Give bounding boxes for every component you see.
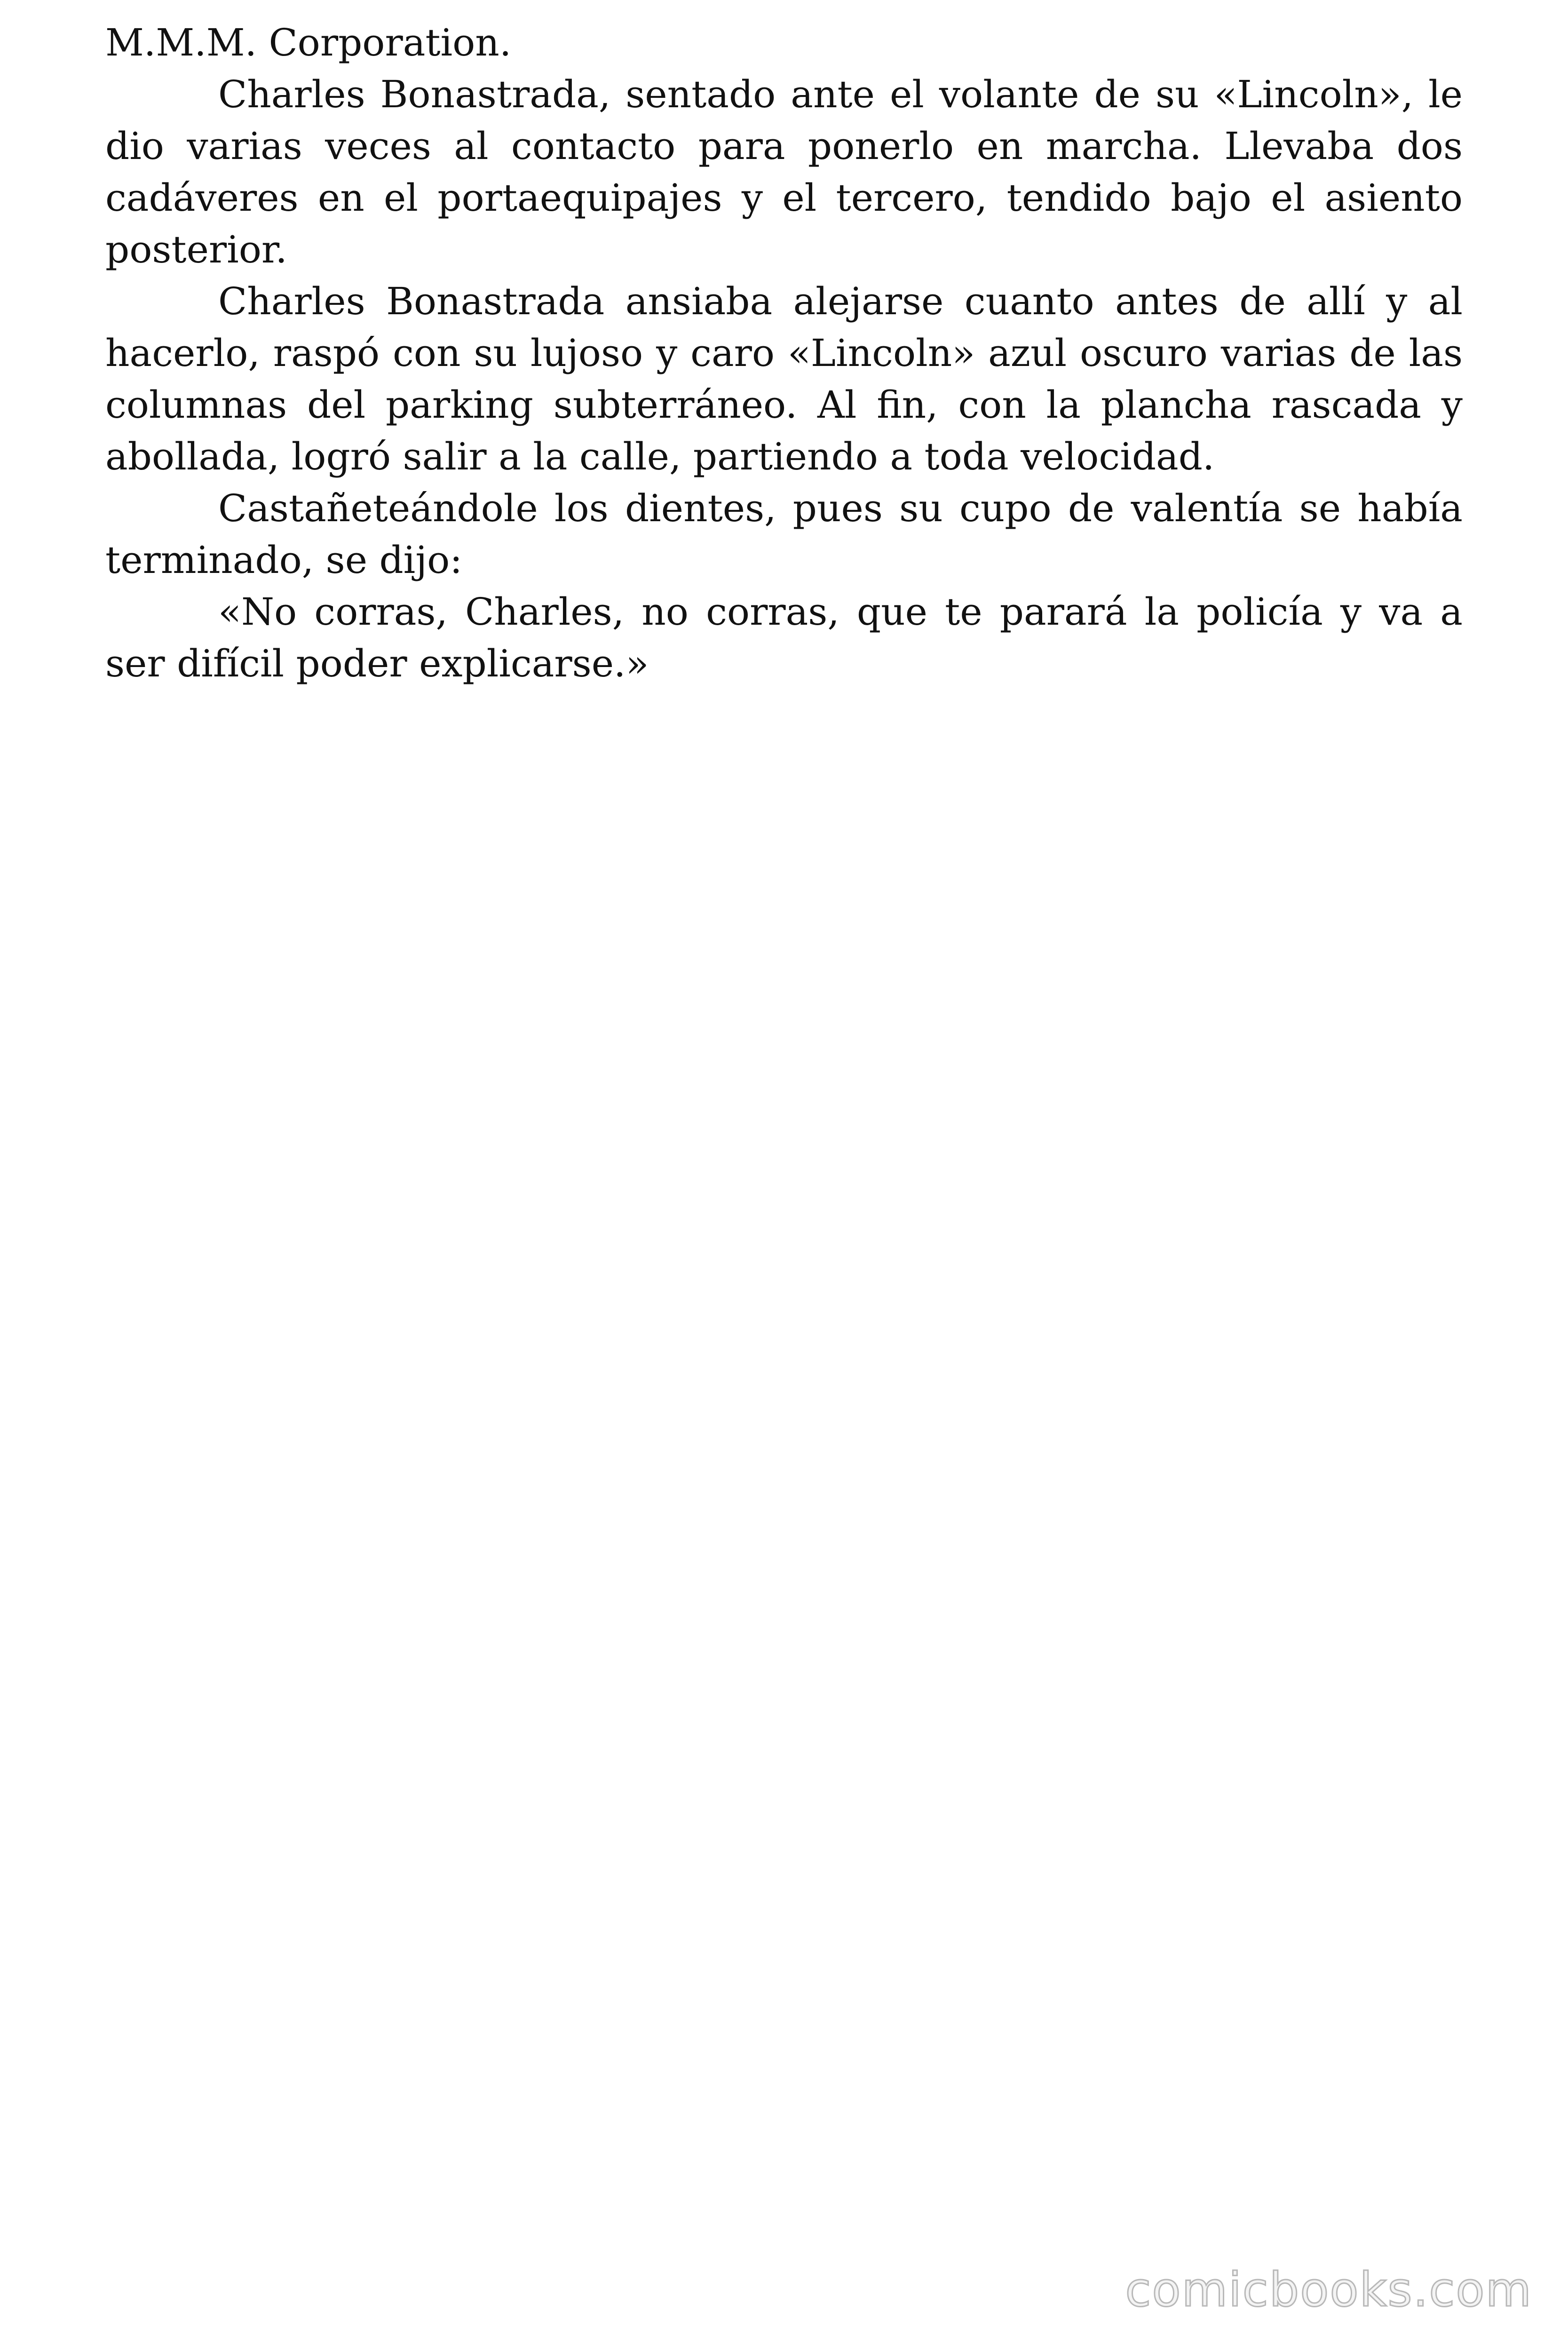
paragraph: «No corras, Charles, no corras, que te parará la policía y va a ser difícil poder explicarse.» bbox=[105, 590, 1463, 685]
paragraph: Charles Bonastrada ansiaba alejarse cuanto antes de allí y al hacerlo, raspó con su lujoso y caro «Lincoln» azul oscuro varias de las columnas del parking subterráneo. Al fin, con la plancha rascada y abollada, logró salir a la calle, partiendo a toda velocidad. bbox=[105, 279, 1463, 478]
watermark: comicbooks.com bbox=[1125, 2262, 1532, 2317]
paragraph: Charles Bonastrada, sentado ante el volante de su «Lincoln», le dio varias veces al contacto para ponerlo en marcha. Llevaba dos cadáveres en el portaequipajes y el tercero, tendido bajo el asiento posterior. bbox=[105, 72, 1463, 271]
paragraph: M.M.M. Corporation. bbox=[105, 21, 512, 64]
body-text bbox=[105, 17, 1463, 690]
paragraph: Castañeteándole los dientes, pues su cupo de valentía se había terminado, se dijo: bbox=[105, 486, 1463, 582]
